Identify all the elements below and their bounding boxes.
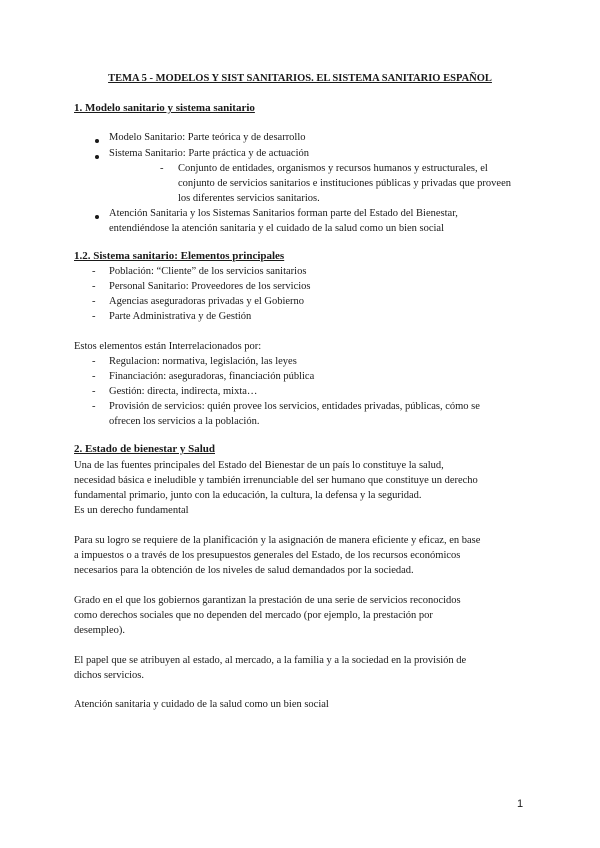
list-item: Población: “Cliente” de los servicios sanitarios: [109, 266, 307, 277]
paragraph-line: Estos elementos están Interrelacionados por:: [74, 341, 262, 352]
bullet-dot: [95, 139, 99, 143]
paragraph-line: El papel que se atribuyen al estado, al mercado, a la familia y a la sociedad en la provisión de: [74, 655, 467, 666]
paragraph-line: dichos servicios.: [74, 670, 144, 681]
dash-marker: -: [92, 356, 96, 367]
dash-marker: -: [92, 281, 96, 292]
dash-marker: -: [92, 401, 96, 412]
section-1-2-heading: 1.2. Sistema sanitario: Elementos principales: [74, 250, 285, 262]
paragraph-line: Grado en el que los gobiernos garantizan la prestación de una serie de servicios reconocidos: [74, 595, 461, 606]
dash-marker: -: [92, 266, 96, 277]
list-item: Agencias aseguradoras privadas y el Gobierno: [109, 296, 305, 307]
dash-marker: -: [92, 371, 96, 382]
dash-marker: -: [92, 311, 96, 322]
sub-item-line: conjunto de servicios sanitarios e instituciones públicas y privadas que proveen: [178, 178, 512, 189]
dash-marker: -: [92, 386, 96, 397]
bullet-dot: [95, 155, 99, 159]
document-title: TEMA 5 - MODELOS Y SIST SANITARIOS. EL SISTEMA SANITARIO ESPAÑOL: [108, 73, 492, 84]
list-item: Regulacion: normativa, legislación, las leyes: [109, 356, 297, 367]
list-item-continuation: ofrecen los servicios a la población.: [109, 416, 260, 427]
section-2-heading: 2. Estado de bienestar y Salud: [74, 443, 215, 455]
paragraph-line: necesidad básica e ineludible y también irrenunciable del ser humano que constituye un derecho: [74, 475, 478, 486]
list-item-continuation: entendiéndose la atención sanitaria y el cuidado de la salud como un bien social: [109, 223, 445, 234]
page-number: 1: [517, 798, 524, 810]
list-item: Modelo Sanitario: Parte teórica y de desarrollo: [109, 132, 306, 143]
paragraph-line: a impuestos o a través de los presupuestos generales del Estado, de los recursos económicos: [74, 550, 461, 561]
dash-marker: -: [92, 296, 96, 307]
paragraph-line: necesarios para la obtención de los niveles de salud demandados por la sociedad.: [74, 565, 414, 576]
list-item: Financiación: aseguradoras, financiación pública: [109, 371, 315, 382]
paragraph-line: desempleo).: [74, 625, 126, 636]
list-item: Sistema Sanitario: Parte práctica y de actuación: [109, 148, 310, 159]
paragraph-line: Es un derecho fundamental: [74, 505, 189, 516]
list-item: Gestión: directa, indirecta, mixta…: [109, 386, 258, 397]
bullet-dot: [95, 215, 99, 219]
paragraph-line: fundamental primario, junto con la educación, la cultura, la defensa y la seguridad.: [74, 490, 422, 501]
sub-item-line: los diferentes servicios sanitarios.: [178, 193, 320, 204]
paragraph-line: como derechos sociales que no dependen del mercado (por ejemplo, la prestación por: [74, 610, 433, 621]
paragraph-line: Una de las fuentes principales del Estado del Bienestar de un país lo constituye la salud,: [74, 460, 444, 471]
list-item: Personal Sanitario: Proveedores de los servicios: [109, 281, 311, 292]
list-item: Provisión de servicios: quién provee los servicios, entidades privadas, públicas, cómo se: [109, 401, 480, 412]
paragraph-line: Atención sanitaria y cuidado de la salud como un bien social: [74, 699, 329, 710]
dash-marker: -: [160, 163, 164, 174]
sub-item-line: Conjunto de entidades, organismos y recursos humanos y estructurales, el: [178, 163, 488, 174]
section-1-heading: 1. Modelo sanitario y sistema sanitario: [74, 102, 255, 114]
paragraph-line: Para su logro se requiere de la planificación y la asignación de manera eficiente y eficaz, en base: [74, 535, 481, 546]
list-item: Parte Administrativa y de Gestión: [109, 311, 252, 322]
list-item: Atención Sanitaria y los Sistemas Sanitarios forman parte del Estado del Bienestar,: [109, 208, 458, 219]
